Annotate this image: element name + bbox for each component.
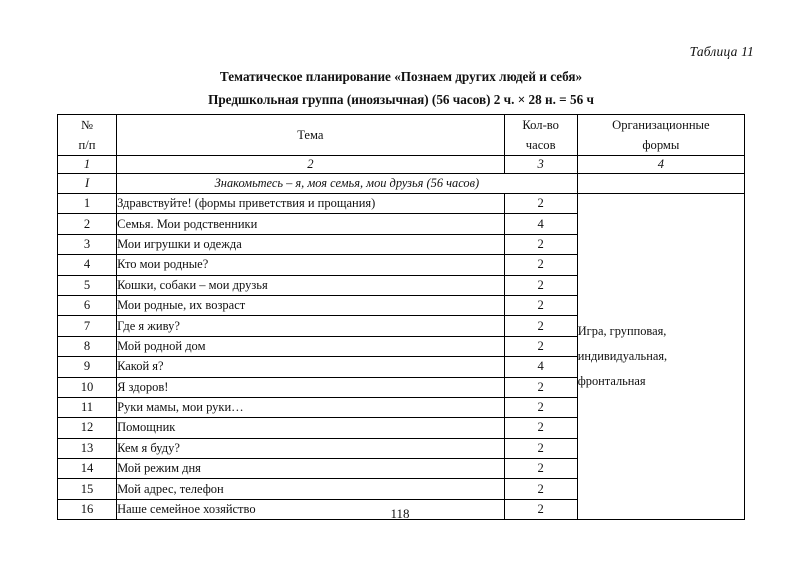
row-hours: 4: [504, 357, 577, 377]
section-number: I: [58, 174, 117, 194]
header-hours-line-2: часов: [525, 138, 556, 152]
row-number: 11: [58, 397, 117, 417]
section-heading-row: [58, 174, 745, 194]
row-hours: 2: [504, 418, 577, 438]
section-title: Знакомьтесь – я, моя семья, мои друзья (56 часов): [117, 174, 578, 194]
row-theme: Кошки, собаки – мои друзья: [117, 275, 505, 295]
row-theme: Мой режим дня: [117, 459, 505, 479]
column-number-3: 3: [504, 156, 577, 174]
row-number: 3: [58, 234, 117, 254]
column-number-row: [58, 156, 745, 174]
header-cell-forms: [577, 115, 744, 156]
table-header-row: [58, 115, 745, 156]
row-hours: 2: [504, 336, 577, 356]
row-number: 13: [58, 438, 117, 458]
row-theme: Я здоров!: [117, 377, 505, 397]
row-number: 9: [58, 357, 117, 377]
row-number: 14: [58, 459, 117, 479]
section-forms-spacer: [577, 174, 744, 194]
row-hours: 2: [504, 377, 577, 397]
thematic-plan-table: [57, 114, 745, 520]
table-row: [58, 194, 745, 214]
column-number-4: 4: [577, 156, 744, 174]
page-number: 118: [390, 506, 410, 521]
row-hours: 2: [504, 479, 577, 499]
row-hours: 2: [504, 275, 577, 295]
row-number: 6: [58, 295, 117, 315]
row-theme: Где я живу?: [117, 316, 505, 336]
row-hours: 2: [504, 397, 577, 417]
column-number-2: 2: [117, 156, 505, 174]
header-forms-line-2: формы: [642, 138, 680, 152]
row-number: 5: [58, 275, 117, 295]
row-theme: Кто мои родные?: [117, 255, 505, 275]
table-caption: Таблица 11: [689, 44, 754, 59]
header-forms-line-1: Организационные: [612, 118, 710, 132]
organizational-forms-text: [578, 319, 744, 394]
row-number: 15: [58, 479, 117, 499]
row-number: 10: [58, 377, 117, 397]
row-number: 2: [58, 214, 117, 234]
row-hours: 2: [504, 459, 577, 479]
row-theme: Мой адрес, телефон: [117, 479, 505, 499]
row-hours: 2: [504, 295, 577, 315]
row-hours: 2: [504, 438, 577, 458]
row-theme: Какой я?: [117, 357, 505, 377]
header-number-line-1: №: [81, 118, 94, 132]
row-hours: 2: [504, 194, 577, 214]
row-theme: Семья. Мои родственники: [117, 214, 505, 234]
row-number: 4: [58, 255, 117, 275]
row-hours: 2: [504, 499, 577, 519]
row-theme: Мои родные, их возраст: [117, 295, 505, 315]
row-theme: Помощник: [117, 418, 505, 438]
row-number: 1: [58, 194, 117, 214]
row-theme: Мои игрушки и одежда: [117, 234, 505, 254]
row-number: 7: [58, 316, 117, 336]
row-hours: 2: [504, 316, 577, 336]
organizational-forms-line3: фронтальная: [577, 374, 646, 389]
header-number-line-2: п/п: [78, 138, 96, 152]
organizational-forms-line1: Игра, групповая,: [577, 324, 667, 339]
row-hours: 2: [504, 234, 577, 254]
header-cell-hours: [504, 115, 577, 156]
page-title-line-2: Предшкольная группа (иноязычная) (56 часов) 2 ч. × 28 н. = 56 ч: [208, 92, 594, 107]
document-title-block: [57, 66, 745, 111]
thematic-plan-table-wrapper: [57, 114, 745, 520]
row-hours: 4: [504, 214, 577, 234]
row-theme: Кем я буду?: [117, 438, 505, 458]
page-title-line-1: Тематическое планирование «Познаем других людей и себя»: [219, 69, 583, 84]
row-theme: Руки мамы, мои руки…: [117, 397, 505, 417]
row-number: 12: [58, 418, 117, 438]
row-number: 16: [58, 499, 117, 519]
row-theme: Наше семейное хозяйство: [117, 499, 505, 519]
row-number: 8: [58, 336, 117, 356]
header-cell-theme: [117, 115, 505, 156]
row-hours: 2: [504, 255, 577, 275]
organizational-forms-cell: [577, 194, 744, 520]
row-theme: Здравствуйте! (формы приветствия и прощания): [117, 194, 505, 214]
header-hours-line-1: Кол-во: [522, 118, 559, 132]
header-cell-number: [58, 115, 117, 156]
column-number-1: 1: [58, 156, 117, 174]
header-theme-label: Тема: [297, 128, 324, 142]
organizational-forms-line2: индивидуальная,: [577, 349, 668, 364]
row-theme: Мой родной дом: [117, 336, 505, 356]
